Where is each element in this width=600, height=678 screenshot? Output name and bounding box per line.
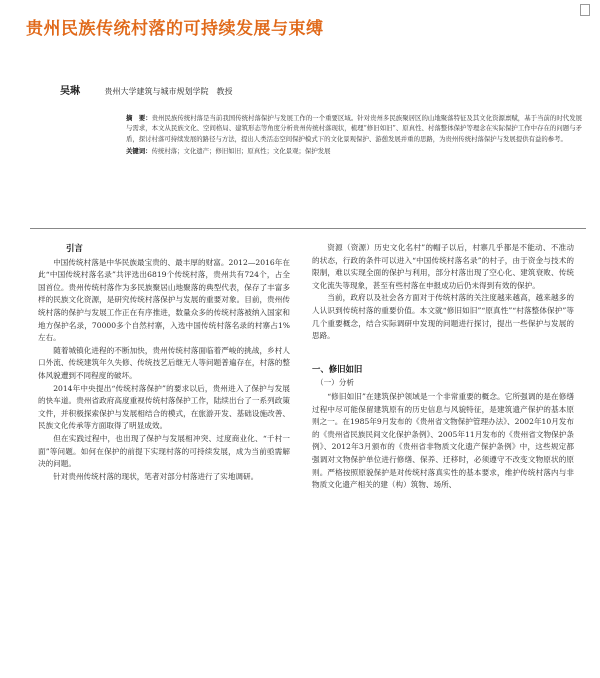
author-name: 吴琳 bbox=[60, 86, 80, 97]
keywords-line bbox=[126, 146, 582, 156]
body-paragraph: 资源（资源）历史文化名村”的帽子以后，村寨几乎都是不能动、不准动的状态，行政的条件可以进入“中国传统村落名录”的村子，由于资金与技术的限制，难以实现全面的保护与利用，部分村落出现了空心化、建筑衰败、传统文化流失等现象，甚至有些村落在申报成功后仍未得到有效的保护。 bbox=[312, 243, 574, 290]
abstract-block bbox=[126, 113, 582, 157]
section-gap bbox=[312, 343, 574, 359]
intro-heading: 引言 bbox=[66, 243, 83, 253]
intro-paragraph: 2014年中央提出“传统村落保护”的要求以后，贵州进入了保护与发展的快车道。贵州省政府高度重视传统村落保护工作，陆续出台了一系列政策文件，并积极探索保护与发展相结合的模式，在旅游开发、基础设施改善、民族文化传承等方面取得了明显成效。 bbox=[38, 383, 290, 431]
author-row bbox=[60, 82, 580, 97]
right-column bbox=[312, 242, 574, 492]
keywords-label: 关键词： bbox=[126, 147, 152, 156]
intro-paragraph: 但在实践过程中，也出现了保护与发展相冲突、过度商业化、“千村一面”等问题。如何在保护的前提下实现村落的可持续发展，成为当前亟需解决的问题。 bbox=[38, 433, 290, 469]
left-column bbox=[38, 242, 290, 483]
intro-paragraph: 针对贵州传统村落的现状，笔者对部分村落进行了实地调研。 bbox=[53, 471, 259, 481]
keywords-text: 传统村落；文化遗产；修旧如旧；原真性；文化景观；保护发展 bbox=[151, 147, 331, 156]
intro-paragraph: 随着城镇化进程的不断加快，贵州传统村落面临着严峻的挑战，乡村人口外流、传统建筑年久失修、传统技艺后继无人等问题普遍存在，村落的整体风貌遭到不同程度的破坏。 bbox=[38, 345, 290, 380]
author-affiliation: 贵州大学建筑与城市规划学院 教授 bbox=[104, 87, 233, 96]
abstract-text: 贵州民族传统村落是当前我国传统村落保护与发展工作的一个重要区域。针对贵州多民族聚居区的山地聚落特征及其文化资源禀赋，基于当前的时代发展与需求，本文从民族文化、空间格局、建筑形态等角度分析贵州传统村落现状，梳理“修旧如旧”、原真性、村落整体保护等理念在实际保护工作中存在的问题与矛盾，探讨村落可持续发展的路径与方法，提出人类活态空间保护模式下的文化景观保护、游憩发展并重的思路，为贵州传统村落保护与发展提供有益的参考。 bbox=[126, 114, 583, 143]
section-paragraph: “修旧如旧”在建筑保护领域是一个非常重要的概念。它所强调的是在修缮过程中尽可能保留建筑原有的历史信息与风貌特征，是建筑遗产保护的基本原则之一。在1985年9月发布的《贵州省文物保护管理办法》、2002年10月发布的《贵州省民族民间文化保护条例》、2005年11月发布的《贵州省文物保护条例》、2012年3月颁布的《贵州省非物质文化遗产保护条例》中，这些规定都强调对文物保护单位进行修缮、保养、迁移时，必须遵守不改变文物原状的原则。严格按照原貌保护是对传统村落真实性的基本要求，维护传统村落内与非物质文化遗产相关的建（构）筑物、场所、 bbox=[312, 391, 574, 490]
page-corner-mark bbox=[580, 4, 590, 16]
abstract-label: 摘 要： bbox=[126, 114, 152, 122]
paper-title: 贵州民族传统村落的可持续发展与束缚 bbox=[26, 19, 324, 39]
subsection-heading: （一）分析 bbox=[316, 378, 354, 388]
abstract-divider bbox=[30, 228, 586, 229]
abstract-paragraph bbox=[126, 113, 582, 144]
section-heading: 一、修旧如旧 bbox=[312, 363, 363, 374]
intro-paragraph: 中国传统村落是中华民族最宝贵的、最丰厚的财富。2012—2016年在此“中国传统村落名录”共评选出6819个传统村落，贵州共有724个，占全国首位。贵州传统村落作为多民族聚居山地聚落的典型代表，保存了丰富多样的民族文化资源，是研究传统村落保护与发展的重要对象。目前，贵州传统村落的保护与发展工作正在有序推进，数量众多的传统村落被纳入国家和地方保护名录，70000多个自然村寨，入选中国传统村落名录的村寨占1%左右。 bbox=[38, 257, 290, 343]
body-paragraph: 当前，政府以及社会各方面对于传统村落的关注度越来越高，越来越多的人认识到传统村落的重要价值。本文就“修旧如旧”“原真性”“村落整体保护”等几个重要概念，结合实际调研中发现的问题进行探讨，提出一些保护与发展的思路。 bbox=[312, 293, 574, 341]
